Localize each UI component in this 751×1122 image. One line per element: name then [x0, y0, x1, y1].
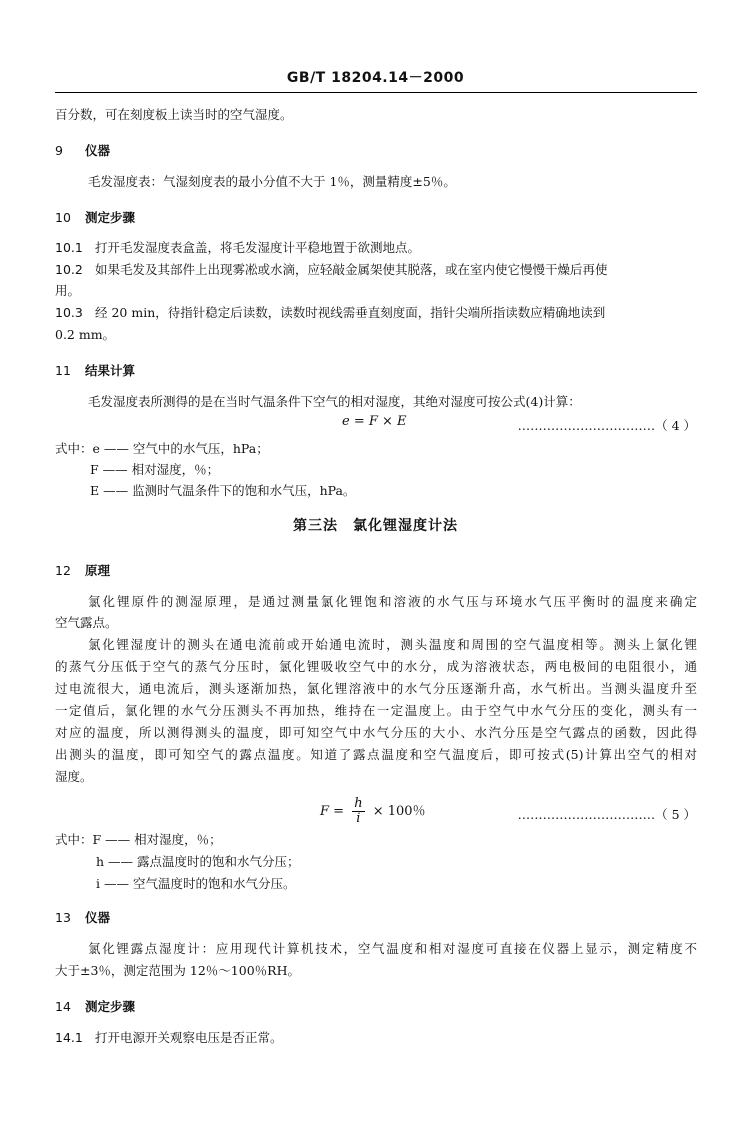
section-9-heading: [55, 141, 110, 159]
section-13-heading: [55, 908, 110, 926]
para-12-2-line-5: 对应的温度，所以测得测头的温度，即可知空气中水气分压的大小、水汽分压是空气露点的函数，因此得: [55, 725, 697, 740]
section-14-heading: [55, 997, 135, 1015]
para-12-1-line-1: 氯化锂原件的测湿原理，是通过测量氯化锂饱和溶液的水气压与环境水气压平衡时的温度来确定: [88, 594, 697, 609]
para-12-2-line-3: 过电流很大，通电流后，测头逐渐加热，氯化锂溶液中的水气分压逐渐升高，水气析出。当测头温度升至: [55, 681, 697, 696]
section-11-heading: [55, 361, 135, 379]
header-rule: [55, 92, 697, 93]
step-number: 14.1: [55, 1030, 83, 1045]
equation-number-5: ……………………………（ 5 ）: [517, 807, 696, 822]
step-text: 经 20 min，待指针稳定后读数，读数时视线需垂直刻度面，指针尖端所指读数应精确地读到: [95, 305, 606, 320]
section-10-heading: [55, 208, 135, 226]
fraction: [352, 797, 364, 826]
section-number: 12: [55, 563, 71, 578]
method-3-title: 第三法 氯化锂湿度计法: [293, 518, 458, 534]
where-label-4: [55, 441, 269, 457]
definition-f: F —— 相对湿度，％；: [92, 832, 222, 847]
section-number: 11: [55, 363, 71, 378]
section-number: 9: [55, 143, 63, 158]
step-text: 如果毛发及其部件上出现雾凇或水滴，应轻敲金属架使其脱落，或在室内使它慢慢干燥后再使: [95, 262, 608, 277]
definition-e: e —— 空气中的水气压，hPa；: [92, 441, 269, 456]
section-title: 仪器: [85, 910, 111, 925]
step-10-2-cont: 用。: [55, 283, 81, 298]
equation-number-4: ……………………………（ 4 ）: [517, 418, 696, 433]
step-number: 10.1: [55, 240, 83, 255]
step-10-1: [55, 240, 420, 256]
section-13-line-1: 氯化锂露点湿度计：应用现代计算机技术，空气温度和相对湿度可直接在仪器上显示，测定精度不: [88, 941, 697, 956]
standard-code-header: GB/T 18204.14－2000: [286, 70, 465, 86]
section-13-line-2: 大于±3％，测定范围为 12％～100％RH。: [55, 963, 300, 978]
step-10-3: [55, 305, 605, 321]
para-12-2-line-2: 的蒸气分压低于空气的蒸气分压时，氯化锂吸收空气中的水分，成为溶液状态，两电极间的电阻很小，通: [55, 659, 697, 674]
fraction-denominator: i: [356, 811, 361, 826]
section-title: 结果计算: [85, 363, 136, 378]
formula-4: e = F × E: [342, 414, 407, 429]
step-number: 10.3: [55, 305, 83, 320]
definition-h: h —— 露点温度时的饱和水气分压；: [96, 854, 300, 869]
where-word: 式中：: [55, 441, 93, 456]
where-label-5: [55, 832, 222, 848]
step-10-2: [55, 262, 608, 278]
section-9-text: 毛发湿度表：气湿刻度表的最小分值不大于 1％，测量精度±5％。: [88, 174, 456, 189]
para-12-2-line-1: 氯化锂湿度计的测头在通电流前或开始通电流时，测头温度和周围的空气温度相等。测头上氯化锂: [88, 637, 697, 652]
section-title: 测定步骤: [85, 999, 136, 1014]
section-11-text: 毛发湿度表所测得的是在当时气温条件下空气的相对湿度，其绝对湿度可按公式(4)计算：: [88, 394, 581, 409]
section-12-heading: [55, 561, 110, 579]
section-title: 仪器: [85, 143, 111, 158]
step-text: 打开毛发湿度表盒盖，将毛发湿度计平稳地置于欲测地点。: [95, 240, 421, 255]
section-number: 10: [55, 210, 71, 225]
definition-i: i —— 空气温度时的饱和水气分压。: [96, 876, 296, 891]
para-12-2-line-6: 出测头的温度，即可知空气的露点温度。知道了露点温度和空气温度后，即可按式(5)计算出空气的相对: [55, 747, 697, 762]
section-number: 14: [55, 999, 71, 1014]
para-12-1-line-2: 空气露点。: [55, 615, 118, 630]
step-number: 10.2: [55, 262, 83, 277]
step-14-1: [55, 1030, 283, 1046]
para-12-2-line-7: 湿度。: [55, 769, 93, 784]
fraction-numerator: h: [354, 796, 363, 811]
where-word: 式中：: [55, 832, 93, 847]
formula-rhs: × 100％: [372, 804, 426, 819]
section-title: 原理: [85, 563, 111, 578]
para-12-2-line-4: 一定值后，氯化锂的水气分压测头不再加热，维持在一定温度上。由于空气中水气分压的变化，测头有一: [55, 703, 697, 718]
section-title: 测定步骤: [85, 210, 136, 225]
intro-line: 百分数，可在刻度板上读当时的空气湿度。: [55, 107, 293, 122]
section-number: 13: [55, 910, 71, 925]
formula-lhs: F =: [320, 804, 345, 819]
formula-5: [320, 797, 426, 826]
step-10-3-cont: 0.2 mm。: [55, 327, 116, 342]
definition-f: F —— 相对湿度，％；: [90, 462, 220, 477]
definition-e-sat: E —— 监测时气温条件下的饱和水气压，hPa。: [90, 483, 356, 498]
step-text: 打开电源开关观察电压是否正常。: [95, 1030, 283, 1045]
